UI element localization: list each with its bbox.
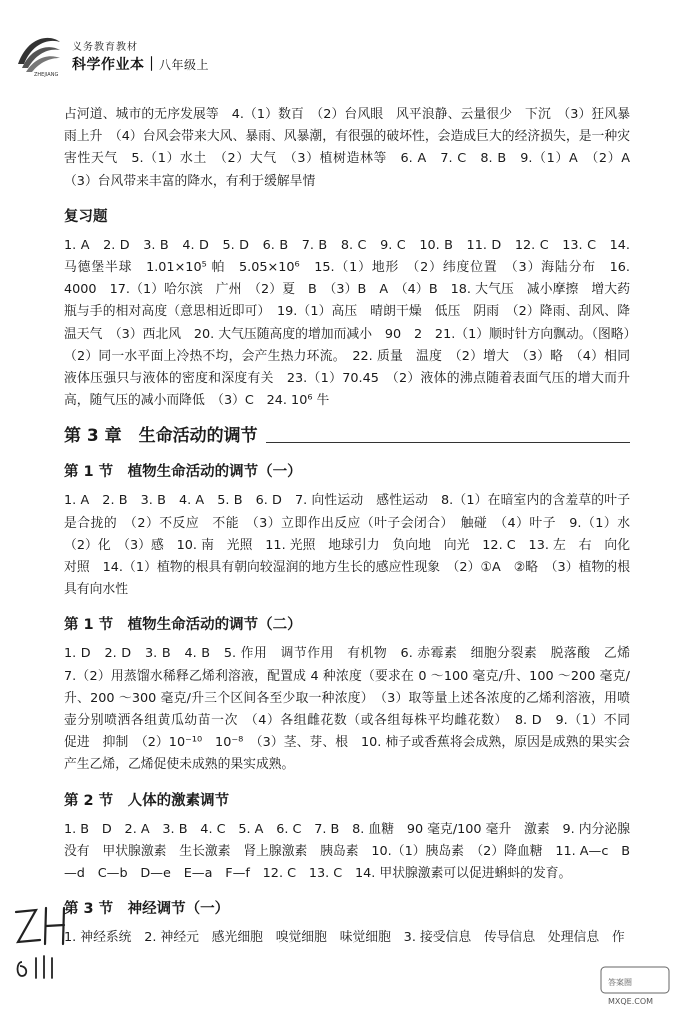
watermark-url: MXQE.COM — [608, 997, 654, 1006]
answer-content — [64, 104, 643, 949]
chapter-heading — [64, 424, 630, 448]
section-body: 1. B D 2. A 3. B 4. C 5. A 6. C 7. B 8. 血糖 90 毫克/100 毫升 激素 9. 内分泌腺 没有 甲状腺激素 生长激素 肾上腺激素 胰岛素 10.（1）胰岛素 （2）降血糖 11. A—c B—d C—b D—e E—a F—f 12. C 13. C 14. 甲状腺激素可以促进蝌蚪的发育。 — [64, 821, 643, 882]
intro-paragraph: 占河道、城市的无序发展等 4.（1）数百 （2）台风眼 风平浪静、云量很少 下沉 （3）狂风暴雨上升 （4）台风会带来大风、暴雨、风暴潮，有很强的破坏性，会造成巨大的经济损失，是一种灾害性天气 5.（1）水土 （2）大气 （3）植树造林等 6. A 7. C 8. B 9.（1）A （2）A （3）台风带来丰富的降水，有利于缓解旱情 — [64, 107, 643, 189]
series-label: 义务教育教材 — [72, 42, 138, 53]
section-body: 1. 神经系统 2. 神经元 感光细胞 嗅觉细胞 味觉细胞 3. 接受信息 传导信息 处理信息 作 — [64, 930, 625, 946]
logo-text: ZHEJIANG — [34, 72, 59, 78]
section-title: 第 2 节 人体的激素调节 — [64, 792, 230, 809]
book-title: 科学作业本｜八年级上 — [72, 57, 210, 73]
section-title: 第 3 节 神经调节（一） — [64, 901, 230, 918]
page-header — [14, 30, 314, 80]
watermark-text: 答案圈 — [608, 978, 632, 987]
review-body: 1. A 2. D 3. B 4. D 5. D 6. B 7. B 8. C 9. C 10. B 11. D 12. C 13. C 14. 马德堡半球 1.01×10⁵ 帕 5.05×10⁶ 15.（1）地形 （2）纬度位置 （3）海陆分布 16. 4000 17.（1）哈尔滨 广州 （2）夏 B （3）B A （4）B 18. 大气压 减小摩擦 增大药瓶与手的相对高度（意思相近即可） 19.（1）高压 晴朗干燥 低压 阴雨 （2）降雨、刮风、降温天气 （3）西北风 20. 大气压随高度的增加而减小 90 2 21.（1）顺时针方向飘动。（图略）（2）同一水平面上冷热不均，会产生热力环流。 22. 质量 温度 （2）增大 （3）略 （4）相同 液体压强只与液体的密度和深度有关 23.（1）70.45 （2）液体的沸点随着表面气压的增大而升高，随气压的减小而降低 （3）C 24. 10⁶ 牛 — [64, 237, 643, 409]
section-body: 1. A 2. B 3. B 4. A 5. B 6. D 7. 向性运动 感性运动 8.（1）在暗室内的含羞草的叶子是合拢的 （2）不反应 不能 （3）立即作出反应（叶子会闭合） 触碰 （4）叶子 9.（1）水 （2）化 （3）感 10. 南 光照 11. 光照 地球引力 负向地 向光 12. C 13. 左 右 向化 对照 14.（1）植物的根具有朝向较湿润的地方生长的感应性现象 （2）①A ②略 （3）植物的根具有向水性 — [64, 493, 643, 598]
chapter-rule — [266, 442, 630, 443]
publisher-logo-icon — [14, 30, 64, 78]
book-title-text: 科学作业本 — [72, 57, 145, 73]
section-title: 第 1 节 植物生命活动的调节（一） — [64, 464, 302, 481]
section-body: 1. D 2. D 3. B 4. B 5. 作用 调节作用 有机物 6. 赤霉素 细胞分裂素 脱落酸 乙烯 7.（2）用蒸馏水稀释乙烯利溶液，配置成 4 种浓度（要求在 0 ～100 毫克/升、100 ～200 毫克/升、200 ～300 毫克/升三个区间各至少取一种浓度） （3）取等量上述各浓度的乙烯利溶液，用喷壶分别喷洒各组黄瓜幼苗一次 （4）各组雌花数（或各组每株平均雌花数） 8. D 9.（1）不同 促进 抑制 （2）10⁻¹⁰ 10⁻⁸ （3）茎、芽、根 10. 柿子或香蕉将会成熟，原因是成熟的果实会产生乙烯，乙烯促使未成熟的果实成熟。 — [64, 646, 643, 773]
grade-label: 八年级上 — [159, 58, 210, 72]
handwritten-note — [12, 900, 72, 990]
review-title: 复习题 — [64, 208, 108, 225]
watermark-logo — [600, 966, 670, 1008]
section-title: 第 1 节 植物生命活动的调节（二） — [64, 617, 302, 634]
chapter-title: 第 3 章 生命活动的调节 — [64, 426, 258, 447]
